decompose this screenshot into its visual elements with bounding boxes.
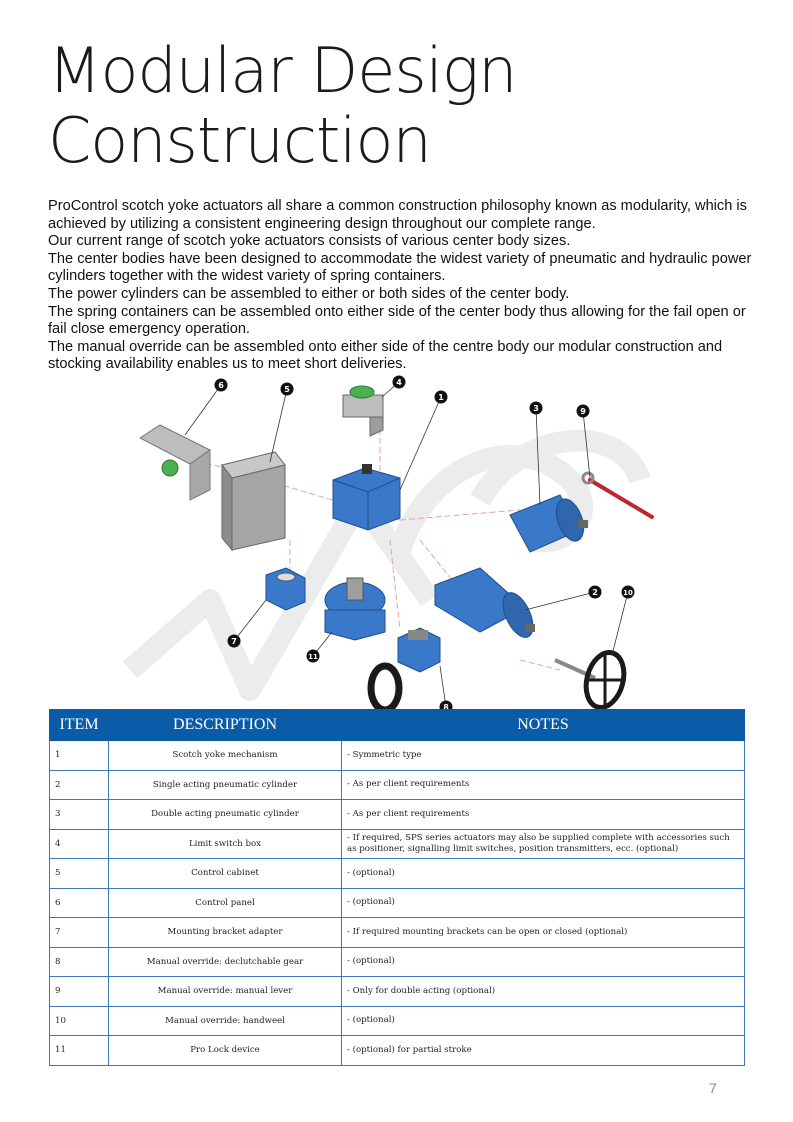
svg-text:1: 1 <box>438 393 444 402</box>
scotch-yoke-mechanism-part <box>333 464 400 530</box>
pro-lock-device-part <box>325 578 385 640</box>
cell-description: Manual override: declutchable gear <box>109 947 342 977</box>
mounting-bracket-adapter-part <box>266 568 305 610</box>
callout-1 <box>435 391 448 404</box>
cell-item: 3 <box>50 800 109 830</box>
callout-9 <box>577 405 590 418</box>
svg-text:2: 2 <box>592 588 598 597</box>
table-row <box>50 741 745 771</box>
cell-notes: - (optional) for partial stroke <box>342 1036 745 1066</box>
cell-notes: - If required, SPS series actuators may also be supplied complete with accessories such as positioner, signalling limit switches, position transmitters, ecc. (optional) <box>342 829 745 859</box>
cell-description: Control cabinet <box>109 859 342 889</box>
table-row <box>50 859 745 889</box>
svg-text:3: 3 <box>533 404 539 413</box>
svg-text:4: 4 <box>396 378 402 387</box>
cell-item: 8 <box>50 947 109 977</box>
cell-description: Manual override: manual lever <box>109 977 342 1007</box>
svg-text:7: 7 <box>231 637 237 646</box>
declutchable-gear-part <box>371 628 440 710</box>
cell-description: Mounting bracket adapter <box>109 918 342 948</box>
cell-notes: - (optional) <box>342 859 745 889</box>
column-header-item: ITEM <box>50 710 109 741</box>
handwheel-part <box>555 648 630 710</box>
callout-3 <box>530 402 543 415</box>
cell-item: 2 <box>50 770 109 800</box>
callout-5 <box>281 383 294 396</box>
svg-text:6: 6 <box>218 381 224 390</box>
cell-item: 5 <box>50 859 109 889</box>
limit-switch-box-part <box>343 386 383 436</box>
cell-item: 9 <box>50 977 109 1007</box>
cell-item: 11 <box>50 1036 109 1066</box>
cell-notes: - (optional) <box>342 1006 745 1036</box>
cell-item: 4 <box>50 829 109 859</box>
cell-notes: - Symmetric type <box>342 741 745 771</box>
callout-11 <box>307 650 320 663</box>
page-title-line-1: Modular Design <box>48 34 517 107</box>
exploded-assembly-diagram <box>100 370 700 710</box>
cell-notes: - Only for double acting (optional) <box>342 977 745 1007</box>
table-header-row <box>50 710 745 741</box>
single-acting-cylinder-part <box>435 568 539 642</box>
table-row <box>50 1036 745 1066</box>
cell-description: Scotch yoke mechanism <box>109 741 342 771</box>
intro-paragraph: The spring containers can be assembled onto either side of the center body thus allowing for the fail open or fail close emergency operation. <box>48 303 746 338</box>
svg-text:5: 5 <box>284 385 290 394</box>
page-title-line-2: Construction <box>48 104 431 177</box>
page-number: 7 <box>709 1080 717 1096</box>
control-panel-part <box>140 425 210 500</box>
cell-description: Pro Lock device <box>109 1036 342 1066</box>
callout-7 <box>228 635 241 648</box>
cell-notes: - (optional) <box>342 947 745 977</box>
cell-description: Manual override: handweel <box>109 1006 342 1036</box>
cell-description: Control panel <box>109 888 342 918</box>
table-row <box>50 829 745 859</box>
table-row <box>50 977 745 1007</box>
table-row <box>50 947 745 977</box>
table-row <box>50 800 745 830</box>
intro-paragraph: ProControl scotch yoke actuators all share a common construction philosophy known as modularity, which is achieved by utilizing a consistent engineering design throughout our complete range. <box>48 198 747 232</box>
callout-10 <box>622 586 635 599</box>
cell-notes: - (optional) <box>342 888 745 918</box>
cell-item: 10 <box>50 1006 109 1036</box>
table-row <box>50 770 745 800</box>
callout-2 <box>589 586 602 599</box>
callout-6 <box>215 379 228 392</box>
control-cabinet-part <box>222 452 285 550</box>
cell-notes: - As per client requirements <box>342 800 745 830</box>
cell-item: 7 <box>50 918 109 948</box>
cell-item: 1 <box>50 741 109 771</box>
cell-notes: - As per client requirements <box>342 770 745 800</box>
components-table <box>49 709 745 1066</box>
cell-description: Limit switch box <box>109 829 342 859</box>
table-row <box>50 918 745 948</box>
callout-4 <box>393 376 406 389</box>
page-title <box>48 36 516 176</box>
intro-paragraph: Our current range of scotch yoke actuators consists of various center body sizes. <box>48 233 571 250</box>
table-row <box>50 1006 745 1036</box>
cell-item: 6 <box>50 888 109 918</box>
cell-notes: - If required mounting brackets can be open or closed (optional) <box>342 918 745 948</box>
intro-paragraph: The power cylinders can be assembled to either or both sides of the center body. <box>48 285 570 302</box>
column-header-notes: NOTES <box>342 710 745 741</box>
table-row <box>50 888 745 918</box>
svg-text:8: 8 <box>443 703 449 710</box>
intro-paragraph: The center bodies have been designed to accommodate the widest variety of pneumatic and hydraulic power cylinders together with the widest variety of spring containers. <box>48 250 752 285</box>
manual-lever-part <box>583 473 652 517</box>
intro-text <box>48 198 753 374</box>
svg-text:10: 10 <box>623 589 633 597</box>
cell-description: Double acting pneumatic cylinder <box>109 800 342 830</box>
column-header-description: DESCRIPTION <box>109 710 342 741</box>
svg-text:9: 9 <box>580 407 586 416</box>
intro-paragraph: The manual override can be assembled onto either side of the centre body our modular construction and stocking availability enables us to meet short deliveries. <box>48 338 723 373</box>
cell-description: Single acting pneumatic cylinder <box>109 770 342 800</box>
svg-text:11: 11 <box>308 653 318 661</box>
